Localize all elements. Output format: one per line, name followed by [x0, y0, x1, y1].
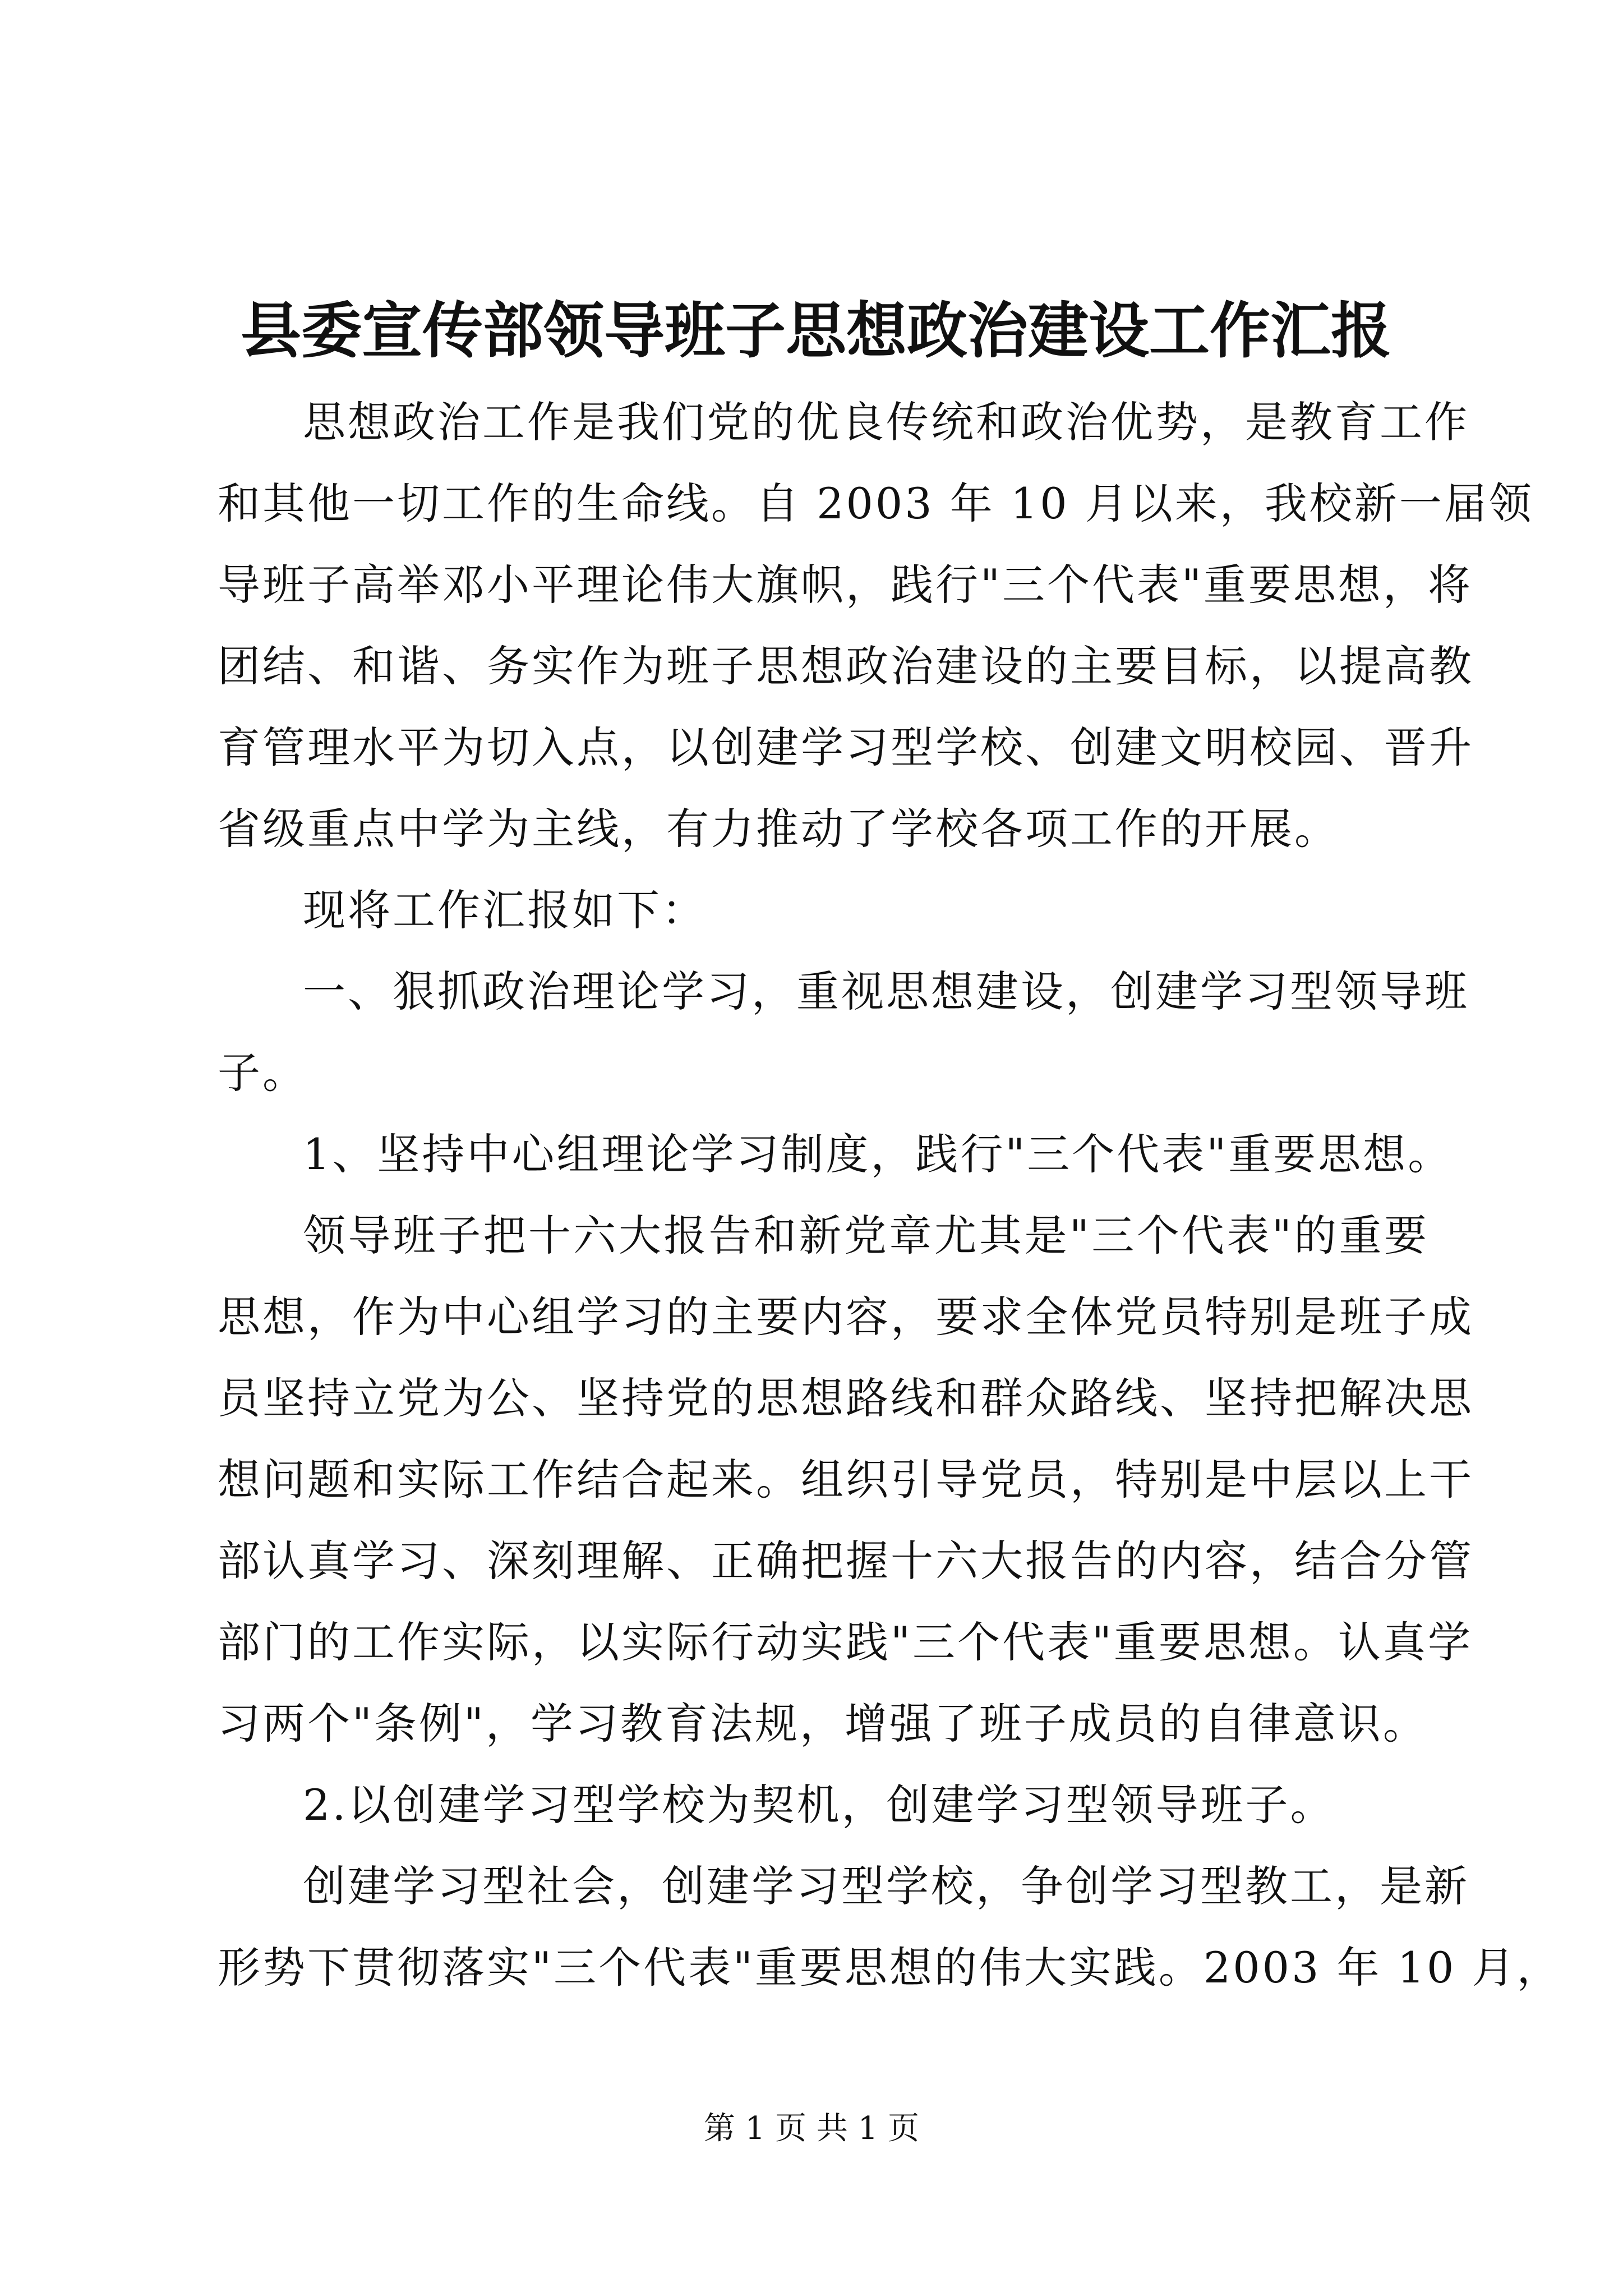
paragraph-line: 现将工作汇报如下：	[303, 885, 707, 935]
subsection-heading: 1、坚持中心组理论学习制度，践行"三个代表"重要思想。	[303, 1129, 1453, 1179]
section-heading-line: 一、狠抓政治理论学习，重视思想建设，创建学习型领导班	[303, 967, 1469, 1016]
paragraph-line: 想问题和实际工作结合起来。组织引导党员，特别是中层以上干	[218, 1455, 1474, 1504]
paragraph-line: 省级重点中学为主线，有力推动了学校各项工作的开展。	[218, 804, 1339, 854]
paragraph-line: 和其他一切工作的生命线。自 2003 年 10 月以来，我校新一届领	[218, 478, 1534, 528]
paragraph-line: 团结、和谐、务实作为班子思想政治建设的主要目标，以提高教	[218, 641, 1474, 691]
paragraph-line: 形势下贯彻落实"三个代表"重要思想的伟大实践。2003 年 10 月，	[218, 1943, 1562, 1993]
paragraph-line: 习两个"条例"，学习教育法规，增强了班子成员的自律意识。	[218, 1699, 1428, 1749]
document-title: 县委宣传部领导班子思想政治建设工作汇报	[240, 296, 1391, 366]
paragraph-line: 部认真学习、深刻理解、正确把握十六大报告的内容，结合分管	[218, 1536, 1474, 1586]
paragraph-line: 导班子高举邓小平理论伟大旗帜，践行"三个代表"重要思想，将	[218, 560, 1473, 610]
document-body	[218, 381, 1562, 2008]
paragraph-line: 思想政治工作是我们党的优良传统和政治优势，是教育工作	[303, 397, 1469, 447]
paragraph-line: 领导班子把十六大报告和新党章尤其是"三个代表"的重要	[303, 1211, 1429, 1260]
paragraph-line: 创建学习型社会，创建学习型学校，争创学习型教工，是新	[303, 1861, 1469, 1911]
page-footer: 第 1 页 共 1 页	[703, 2110, 920, 2147]
section-heading-line: 子。	[218, 1048, 307, 1098]
paragraph-line: 思想，作为中心组学习的主要内容，要求全体党员特别是班子成	[218, 1292, 1474, 1342]
paragraph-line: 部门的工作实际，以实际行动实践"三个代表"重要思想。认真学	[218, 1617, 1473, 1667]
subsection-heading: 2.以创建学习型学校为契机，创建学习型领导班子。	[303, 1780, 1335, 1830]
paragraph-line: 员坚持立党为公、坚持党的思想路线和群众路线、坚持把解决思	[218, 1373, 1474, 1423]
paragraph-line: 育管理水平为切入点，以创建学习型学校、创建文明校园、晋升	[218, 723, 1474, 772]
